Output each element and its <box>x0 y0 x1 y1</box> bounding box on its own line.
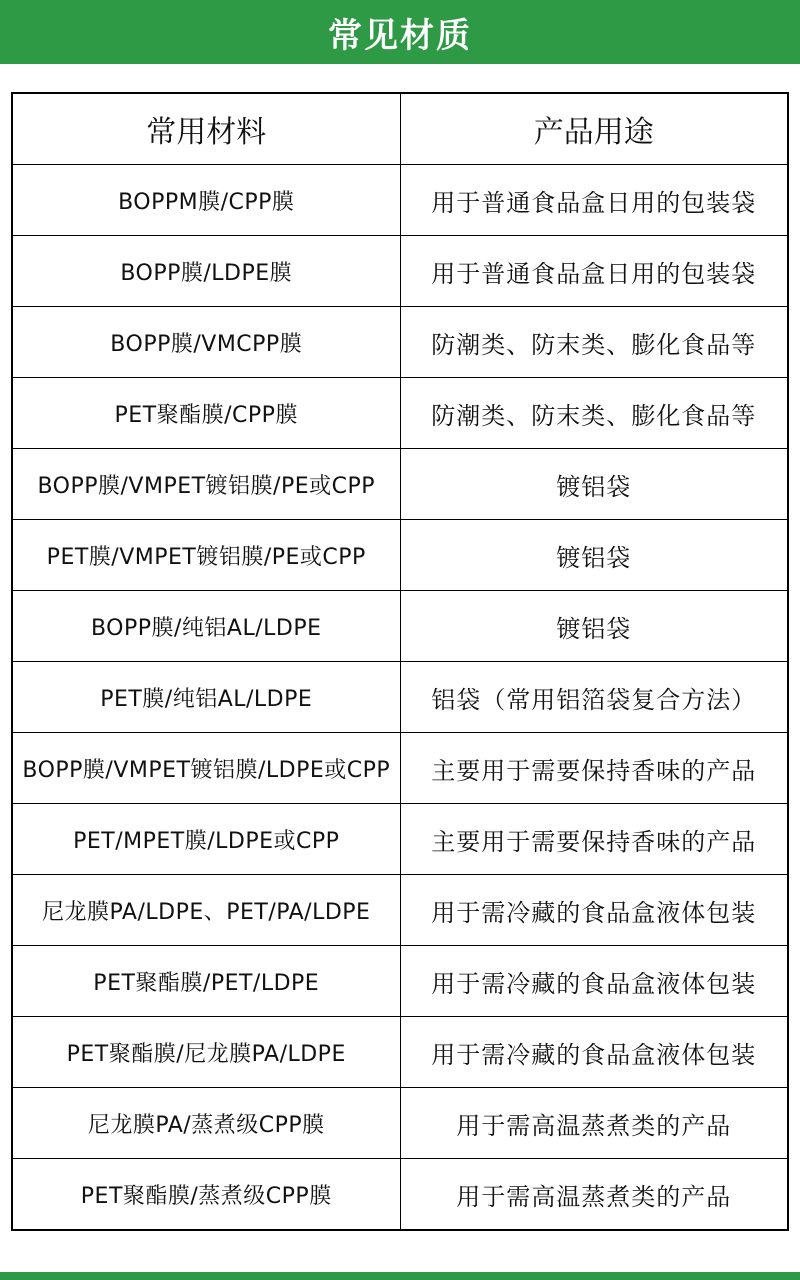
table-body <box>12 165 788 1231</box>
table-row <box>12 520 788 591</box>
material-cell: PET膜/VMPET镀铝膜/PE或CPP <box>12 520 400 591</box>
material-cell: PET聚酯膜/蒸煮级CPP膜 <box>12 1159 400 1231</box>
table-row <box>12 733 788 804</box>
usage-cell: 用于需高温蒸煮类的产品 <box>400 1088 788 1159</box>
usage-cell: 主要用于需要保持香味的产品 <box>400 804 788 875</box>
table-row <box>12 449 788 520</box>
footer-accent-bar <box>0 1272 800 1280</box>
usage-cell: 主要用于需要保持香味的产品 <box>400 733 788 804</box>
material-cell: BOPP膜/VMCPP膜 <box>12 307 400 378</box>
material-cell: 尼龙膜PA/LDPE、PET/PA/LDPE <box>12 875 400 946</box>
page-title: 常见材质 <box>328 15 472 56</box>
usage-cell: 用于普通食品盒日用的包装袋 <box>400 236 788 307</box>
usage-cell: 防潮类、防末类、膨化食品等 <box>400 378 788 449</box>
table-row <box>12 946 788 1017</box>
table-row <box>12 591 788 662</box>
usage-cell: 铝袋（常用铝箔袋复合方法） <box>400 662 788 733</box>
material-cell: BOPP膜/VMPET镀铝膜/LDPE或CPP <box>12 733 400 804</box>
material-cell: PET聚酯膜/尼龙膜PA/LDPE <box>12 1017 400 1088</box>
column-header-usage: 产品用途 <box>400 93 788 165</box>
material-cell: PET聚酯膜/PET/LDPE <box>12 946 400 1017</box>
material-cell: BOPP膜/LDPE膜 <box>12 236 400 307</box>
usage-cell: 防潮类、防末类、膨化食品等 <box>400 307 788 378</box>
table-row <box>12 1017 788 1088</box>
usage-cell: 用于需冷藏的食品盒液体包装 <box>400 946 788 1017</box>
materials-table <box>11 92 789 1231</box>
table-row <box>12 307 788 378</box>
material-cell: BOPPM膜/CPP膜 <box>12 165 400 236</box>
material-cell: PET/MPET膜/LDPE或CPP <box>12 804 400 875</box>
usage-cell: 用于需冷藏的食品盒液体包装 <box>400 875 788 946</box>
table-header-row <box>12 93 788 165</box>
table-row <box>12 165 788 236</box>
materials-table-container <box>11 92 787 1231</box>
usage-cell: 用于普通食品盒日用的包装袋 <box>400 165 788 236</box>
table-row <box>12 875 788 946</box>
table-row <box>12 1159 788 1231</box>
table-row <box>12 378 788 449</box>
usage-cell: 用于需冷藏的食品盒液体包装 <box>400 1017 788 1088</box>
header-banner <box>0 0 800 64</box>
material-cell: 尼龙膜PA/蒸煮级CPP膜 <box>12 1088 400 1159</box>
usage-cell: 镀铝袋 <box>400 449 788 520</box>
usage-cell: 镀铝袋 <box>400 520 788 591</box>
table-row <box>12 804 788 875</box>
usage-cell: 镀铝袋 <box>400 591 788 662</box>
table-row <box>12 1088 788 1159</box>
table-row <box>12 236 788 307</box>
column-header-material: 常用材料 <box>12 93 400 165</box>
usage-cell: 用于需高温蒸煮类的产品 <box>400 1159 788 1231</box>
table-row <box>12 662 788 733</box>
material-cell: PET聚酯膜/CPP膜 <box>12 378 400 449</box>
material-cell: BOPP膜/VMPET镀铝膜/PE或CPP <box>12 449 400 520</box>
material-cell: BOPP膜/纯铝AL/LDPE <box>12 591 400 662</box>
material-cell: PET膜/纯铝AL/LDPE <box>12 662 400 733</box>
